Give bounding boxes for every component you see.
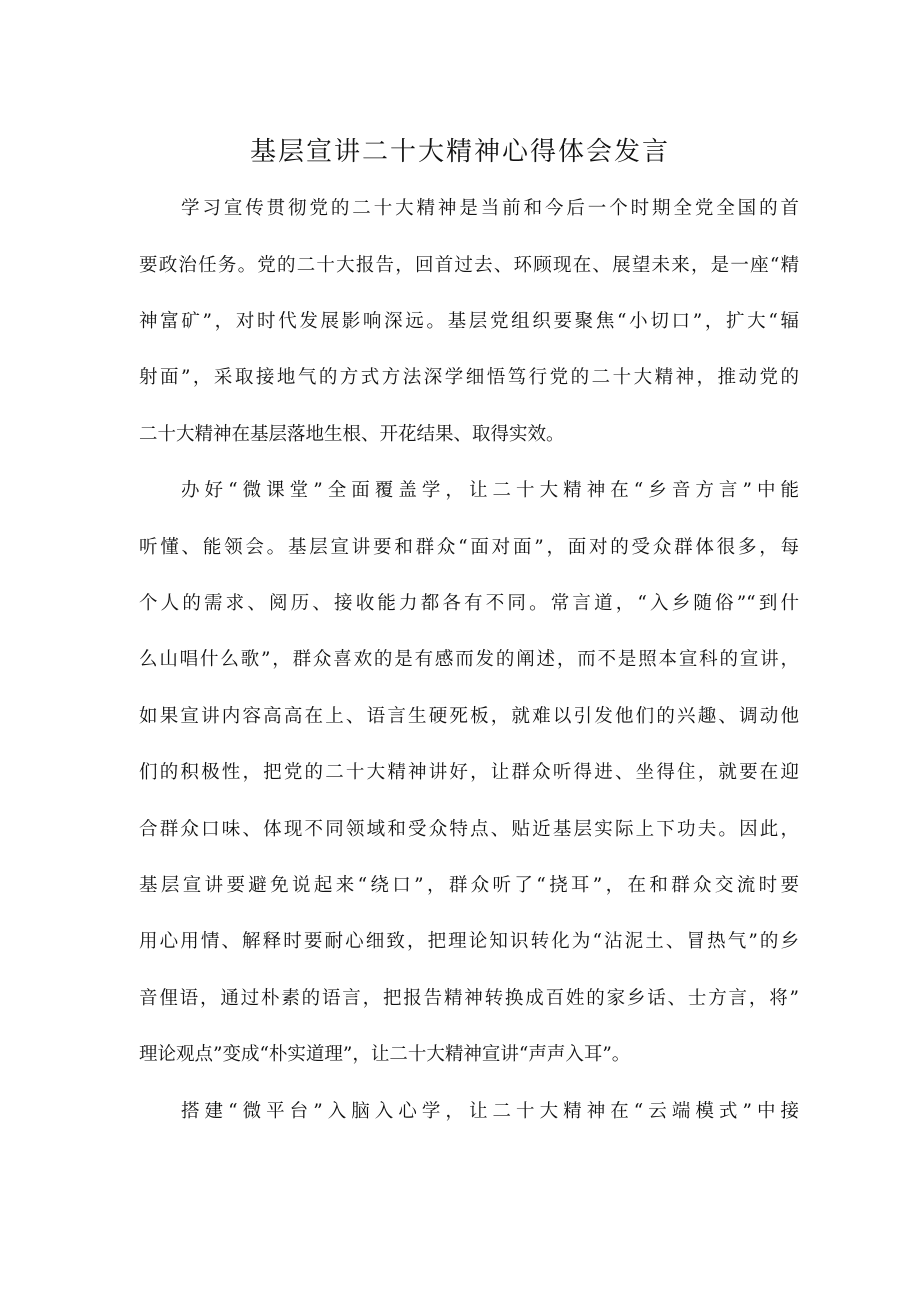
paragraph-1-line-5: 二十大精神在基层落地生根、开花结果、取得实效。 [139,424,565,445]
paragraph-3-line-1: 搭建“微平台”入脑入心学，让二十大精神在“云端模式”中接 [181,1101,799,1122]
paragraph-2-line-2: 听懂、能领会。基层宣讲要和群众“面对面”，面对的受众群体很多，每 [139,537,799,558]
paragraph-2-line-8: 基层宣讲要避免说起来“绕口”，群众听了“挠耳”，在和群众交流时要 [139,875,799,896]
paragraph-2-line-1: 办好“微课堂”全面覆盖学，让二十大精神在“乡音方言”中能 [181,480,799,501]
paragraph-1-line-4: 射面”，采取接地气的方式方法深学细悟笃行党的二十大精神，推动党的 [139,367,799,388]
paragraph-2-line-9: 用心用情、解释时要耐心细致，把理论知识转化为“沾泥土、冒热气”的乡 [139,931,799,952]
paragraph-2-line-6: 们的积极性，把党的二十大精神讲好，让群众听得进、坐得住，就要在迎 [139,762,799,783]
paragraph-2-line-4: 么山唱什么歌”，群众喜欢的是有感而发的阐述，而不是照本宣科的宣讲， [139,649,799,670]
paragraph-2-line-7: 合群众口味、体现不同领域和受众特点、贴近基层实际上下功夫。因此， [139,819,799,840]
paragraph-2-line-10: 音俚语，通过朴素的语言，把报告精神转换成百姓的家乡话、士方言，将” [139,988,799,1009]
paragraph-2-line-11: 理论观点”变成“朴实道理”，让二十大精神宣讲“声声入耳”。 [139,1044,631,1065]
paragraph-1-line-1: 学习宣传贯彻党的二十大精神是当前和今后一个时期全党全国的首 [181,198,799,219]
paragraph-1-line-3: 神富矿”，对时代发展影响深远。基层党组织要聚焦“小切口”，扩大“辐 [139,311,799,332]
document-title: 基层宣讲二十大精神心得体会发言 [249,137,670,167]
paragraph-1-line-2: 要政治任务。党的二十大报告，回首过去、环顾现在、展望未来，是一座“精 [139,255,799,276]
paragraph-2-line-5: 如果宣讲内容高高在上、语言生硬死板，就难以引发他们的兴趣、调动他 [139,706,799,727]
paragraph-2-line-3: 个人的需求、阅历、接收能力都各有不同。常言道，“入乡随俗”“到什 [139,593,799,614]
